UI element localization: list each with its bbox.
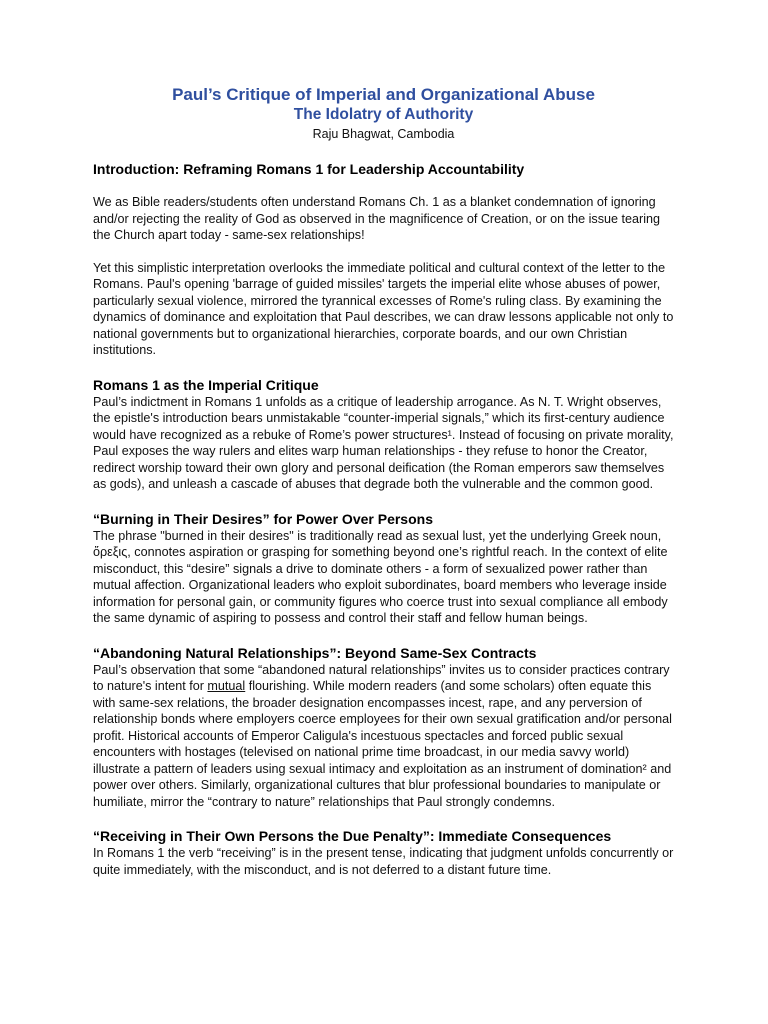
document-title: Paul’s Critique of Imperial and Organizational Abuse [172,85,595,104]
section-heading-receiving-penalty: “Receiving in Their Own Persons the Due Penalty”: Immediate Consequences [93,828,612,844]
underlined-word-mutual: mutual [207,679,246,693]
document-subtitle: The Idolatry of Authority [293,106,474,123]
section-heading-introduction: Introduction: Reframing Romans 1 for Leadership Accountability [93,161,525,177]
abandoning-relationships-paragraph [93,662,674,811]
section-heading-burning-desires: “Burning in Their Desires” for Power Over Persons [93,510,433,527]
section-heading-imperial-critique: Romans 1 as the Imperial Critique [93,376,319,393]
document-author: Raju Bhagwat, Cambodia [312,127,455,141]
section-heading-abandoning-relationships: “Abandoning Natural Relationships”: Beyond Same-Sex Contracts [93,644,537,661]
intro-paragraph-1: We as Bible readers/students often understand Romans Ch. 1 as a blanket condemnation of ignoring and/or rejecting the reality of God as observed in the magnificence of Creation, or on the issue tearing the Church apart today - same-sex relationships! [93,195,661,242]
imperial-critique-paragraph: Paul’s indictment in Romans 1 unfolds as a critique of leadership arrogance. As N. T. Wright observes, the epistle's introduction bears unmistakable “counter-imperial signals,” which its first-century audience would have recognized as a rebuke of Rome’s power structures¹. Instead of focusing on private morality, Paul exposes the way rulers and elites warp human relationships - they refuse to honor the Creator, redirect worship toward their own glory and personal deification (the Roman emperors saw themselves as gods), and unleash a cascade of abuses that degrade both the vulnerable and the common good. [93,394,674,491]
burning-desires-paragraph: The phrase "burned in their desires" is traditionally read as sexual lust, yet the underlying Greek noun, ὄρεξις, connotes aspiration or grasping for something beyond one’s rightful reach. In the context of elite misconduct, this “desire” signals a drive to dominate others - a form of sexualized power rather than mutual affection. Organizational leaders who exploit subordinates, board members who leverage inside information for personal gain, or community figures who coerce trust into sexual compliance all embody the same dynamic of aspiring to possess and control their staff and fellow human beings. [93,528,668,625]
intro-paragraph-2: Yet this simplistic interpretation overlooks the immediate political and cultural context of the letter to the Romans. Paul's opening 'barrage of guided missiles' targets the imperial elite whose abuses of power, particularly sexual violence, mirrored the tyrannical excesses of Rome's ruling class. By examining the dynamics of dominance and exploitation that Paul describes, we can draw lessons applicable not only to national governments but to organizational hierarchies, corporate boards, and our own Christian institutions. [93,260,674,357]
receiving-penalty-paragraph: In Romans 1 the verb “receiving” is in the present tense, indicating that judgment unfolds concurrently or quite immediately, with the misconduct, and is not deferred to a distant future time. [93,846,674,877]
abandoning-text-before: Paul’s observation that some “abandoned natural relationships” invites us to consider practices contrary to nature's intent for [93,662,670,693]
abandoning-text-after: flourishing. While modern readers (and some scholars) often equate this with same-sex relations, the broader designation encompasses incest, rape, and any perversion of relationship bonds where employers coerce employees for their own sexual gratification and/or personal profit. Historical accounts of Emperor Caligula's incestuous spectacles and forced public sexual encounters with hostages (televised on national prime time broadcast, in our media savvy world) illustrate a pattern of leaders using sexual intimacy and exploitation as an instrument of domination² and power over others. Similarly, organizational cultures that blur professional boundaries to manipulate or humiliate, mirror the “contrary to nature” relationships that Paul strongly condemns. [93,679,672,809]
